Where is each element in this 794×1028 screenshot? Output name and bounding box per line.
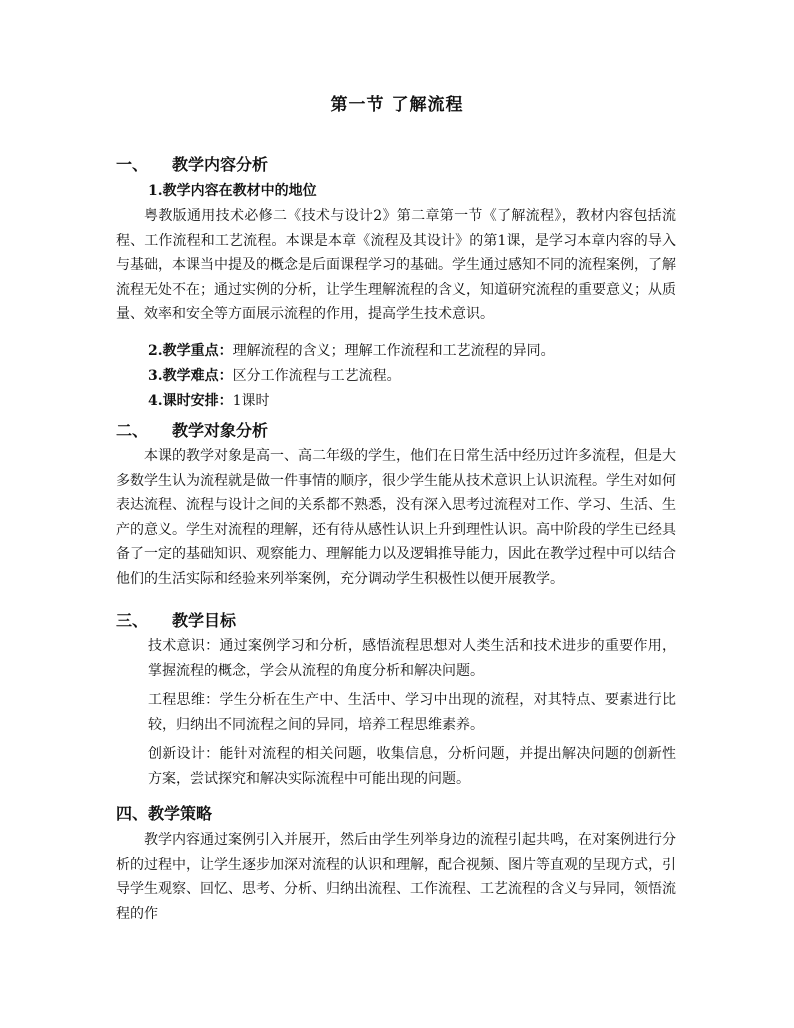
paragraph-student-analysis: 本课的教学对象是高一、高二年级的学生，他们在日常生活中经历过许多流程，但是大多数学生认为流程就是做一件事情的顺序，很少学生能从技术意识上认识流程。学生对如何表达流程、流程与设计之间的关系都不熟悉，没有深入思考过流程对工作、学习、生活、生产的意义。学生对流程的理解，还有待从感性认识上升到理性认识。高中阶段的学生已经具备了一定的基础知识、观察能力、理解能力以及逻辑推导能力，因此在教学过程中可以结合他们的生活实际和经验来列举案例，充分调动学生积极性以便开展教学。 bbox=[116, 448, 676, 587]
subheading-textbook-position bbox=[148, 180, 317, 200]
section-title: 教学对象分析 bbox=[172, 421, 269, 440]
section-number: 一、 bbox=[116, 155, 149, 174]
goal-engineering-thinking: 工程思维：学生分析在生产中、生活中、学习中出现的流程，对其特点、要素进行比较，归纳出不同流程之间的异同，培养工程思维素养。 bbox=[148, 692, 676, 733]
page-title: 第一节 了解流程 bbox=[330, 95, 464, 115]
subheading-schedule bbox=[148, 390, 270, 410]
subheading-label: 4.课时安排： bbox=[148, 393, 233, 409]
subheading-key-points bbox=[148, 340, 555, 360]
section-title: 教学策略 bbox=[148, 804, 213, 823]
section-heading-student-analysis bbox=[116, 418, 268, 441]
subheading-label: 1.教学内容在教材中的地位 bbox=[148, 183, 317, 199]
subheading-text: 区分工作流程与工艺流程。 bbox=[232, 368, 401, 384]
section-number: 二、 bbox=[116, 421, 149, 440]
goal-technical-awareness: 技术意识：通过案例学习和分析，感悟流程思想对人类生活和技术进步的重要作用，掌握流程的概念，学会从流程的角度分析和解决问题。 bbox=[148, 638, 676, 679]
section-heading-teaching-goals bbox=[116, 608, 236, 631]
section-title: 教学目标 bbox=[172, 611, 237, 630]
section-heading-teaching-strategy bbox=[116, 801, 212, 824]
section-number: 四、 bbox=[116, 804, 149, 823]
subheading-label: 3.教学难点： bbox=[148, 368, 233, 384]
paragraph-textbook-position: 粤教版通用技术必修二《技术与设计2》第二章第一节《了解流程》，教材内容包括流程、工作流程和工艺流程。本课是本章《流程及其设计》的第1课，是学习本章内容的导入与基础，本课当中提及的概念是后面课程学习的基础。学生通过感知不同的流程案例，了解流程无处不在；通过实例的分析，让学生理解流程的含义，知道研究流程的重要意义；从质量、效率和安全等方面展示流程的作用，提高学生技术意识。 bbox=[116, 208, 676, 322]
subheading-difficulties bbox=[148, 365, 401, 385]
subheading-text: 理解流程的含义；理解工作流程和工艺流程的异同。 bbox=[232, 343, 555, 359]
section-title: 教学内容分析 bbox=[172, 155, 269, 174]
subheading-label: 2.教学重点： bbox=[148, 343, 233, 359]
subheading-text: 1课时 bbox=[232, 393, 270, 409]
goal-innovative-design: 创新设计：能针对流程的相关问题，收集信息，分析问题，并提出解决问题的创新性方案，尝试探究和解决实际流程中可能出现的问题。 bbox=[148, 746, 676, 787]
section-heading-content-analysis bbox=[116, 152, 268, 175]
section-number: 三、 bbox=[116, 611, 149, 630]
paragraph-teaching-strategy: 教学内容通过案例引入并展开，然后由学生列举身边的流程引起共鸣，在对案例进行分析的过程中，让学生逐步加深对流程的认识和理解，配合视频、图片等直观的呈现方式，引导学生观察、回忆、思考、分析、归纳出流程、工作流程、工艺流程的含义与异同，领悟流程的作 bbox=[116, 832, 676, 922]
